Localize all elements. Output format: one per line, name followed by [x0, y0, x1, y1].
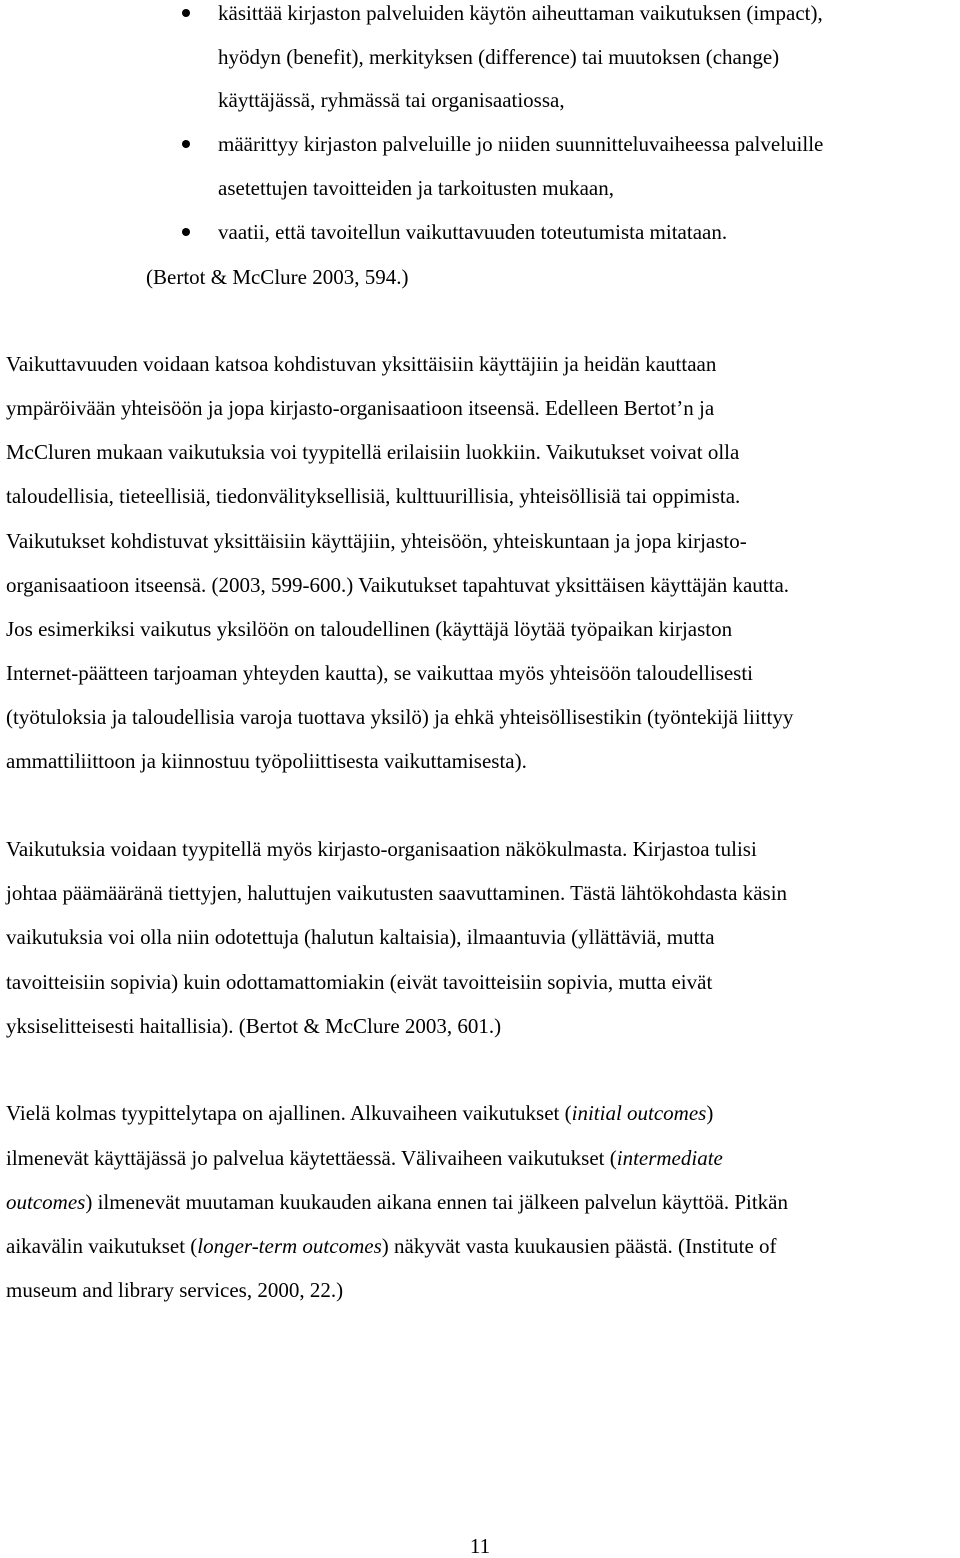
paragraph-3-text: aikavälin vaikutukset (: [6, 1234, 198, 1258]
bullet-3-line-1: vaatii, että tavoitellun vaikuttavuuden toteutumista mitataan.: [218, 220, 728, 244]
paragraph-2-line: yksiselitteisesti haitallisia). (Bertot & McClure 2003, 601.): [6, 1014, 502, 1038]
bullet-1-line-3: käyttäjässä, ryhmässä tai organisaatiossa,: [218, 88, 565, 112]
paragraph-3-italic-term: outcomes: [6, 1190, 86, 1214]
paragraph-3-italic-term: longer-term outcomes: [197, 1234, 382, 1258]
page-number: 11: [469, 1534, 491, 1558]
bullet-citation: (Bertot & McClure 2003, 594.): [146, 265, 409, 289]
paragraph-1-line: ympäröivään yhteisöön ja jopa kirjasto-organisaatioon itseensä. Edelleen Bertot’n ja: [6, 396, 715, 420]
paragraph-3-text: ): [706, 1101, 714, 1125]
paragraph-3-text: ) ilmenevät muutaman kuukauden aikana ennen tai jälkeen palvelun käyttöä. Pitkän: [85, 1190, 789, 1214]
bullet-dot-3: [182, 228, 190, 236]
bullet-dot-2: [182, 140, 190, 148]
paragraph-1-line: Jos esimerkiksi vaikutus yksilöön on taloudellinen (käyttäjä löytää työpaikan kirjaston: [6, 617, 733, 641]
paragraph-1-line: taloudellisia, tieteellisiä, tiedonvälityksellisiä, kulttuurillisia, yhteisöllisiä tai oppimista.: [6, 484, 741, 508]
paragraph-1-line: Vaikuttavuuden voidaan katsoa kohdistuvan yksittäisiin käyttäjiin ja heidän kauttaan: [6, 352, 717, 376]
bullet-2-line-1: määrittyy kirjaston palveluille jo niiden suunnitteluvaiheessa palveluille: [218, 132, 824, 156]
paragraph-1-line: ammattiliittoon ja kiinnostuu työpoliittisesta vaikuttamisesta).: [6, 749, 527, 773]
paragraph-3-line-2: [6, 1146, 723, 1170]
paragraph-2-line: vaikutuksia voi olla niin odotettuja (halutun kaltaisia), ilmaantuvia (yllättäviä, mutta: [6, 925, 715, 949]
paragraph-1-line: (työtuloksia ja taloudellisia varoja tuottava yksilö) ja ehkä yhteisöllisestikin (työntekijä liittyy: [6, 705, 794, 729]
paragraph-3-text: ) näkyvät vasta kuukausien päästä. (Institute of: [381, 1234, 777, 1258]
paragraph-3-text: ilmenevät käyttäjässä jo palvelua käytettäessä. Välivaiheen vaikutukset (: [6, 1146, 617, 1170]
paragraph-3-text: Vielä kolmas tyypittelytapa on ajallinen. Alkuvaiheen vaikutukset (: [6, 1101, 572, 1125]
bullet-dot-1: [182, 9, 190, 17]
paragraph-2-line: Vaikutuksia voidaan tyypitellä myös kirjasto-organisaation näkökulmasta. Kirjastoa tulisi: [6, 837, 757, 861]
paragraph-2-line: tavoitteisiin sopivia) kuin odottamattomiakin (eivät tavoitteisiin sopivia, mutta eivät: [6, 970, 713, 994]
paragraph-3-line-1: [6, 1101, 713, 1125]
bullet-1-line-1: käsittää kirjaston palveluiden käytön aiheuttaman vaikutuksen (impact),: [218, 1, 823, 25]
paragraph-1-line: organisaatioon itseensä. (2003, 599-600.) Vaikutukset tapahtuvat yksittäisen käyttäjän kautta.: [6, 573, 790, 597]
paragraph-3-line-3: [6, 1190, 788, 1214]
paragraph-1-line: Vaikutukset kohdistuvat yksittäisiin käyttäjiin, yhteisöön, yhteiskuntaan ja jopa kirjasto-: [6, 529, 747, 553]
paragraph-3-line-4: [6, 1234, 777, 1258]
paragraph-1-line: McCluren mukaan vaikutuksia voi tyypitellä erilaisiin luokkiin. Vaikutukset voivat olla: [6, 440, 740, 464]
paragraph-2-line: johtaa päämääränä tiettyjen, haluttujen vaikutusten saavuttaminen. Tästä lähtökohdasta käsin: [6, 881, 788, 905]
bullet-2-line-2: asetettujen tavoitteiden ja tarkoitusten mukaan,: [218, 176, 614, 200]
bullet-1-line-2: hyödyn (benefit), merkityksen (difference) tai muutoksen (change): [218, 45, 780, 69]
paragraph-3-italic-term: initial outcomes: [571, 1101, 707, 1125]
paragraph-1-line: Internet-päätteen tarjoaman yhteyden kautta), se vaikuttaa myös yhteisöön taloudellisesti: [6, 661, 754, 685]
paragraph-3-italic-term: intermediate: [616, 1146, 723, 1170]
paragraph-3-line-5: museum and library services, 2000, 22.): [6, 1278, 344, 1302]
